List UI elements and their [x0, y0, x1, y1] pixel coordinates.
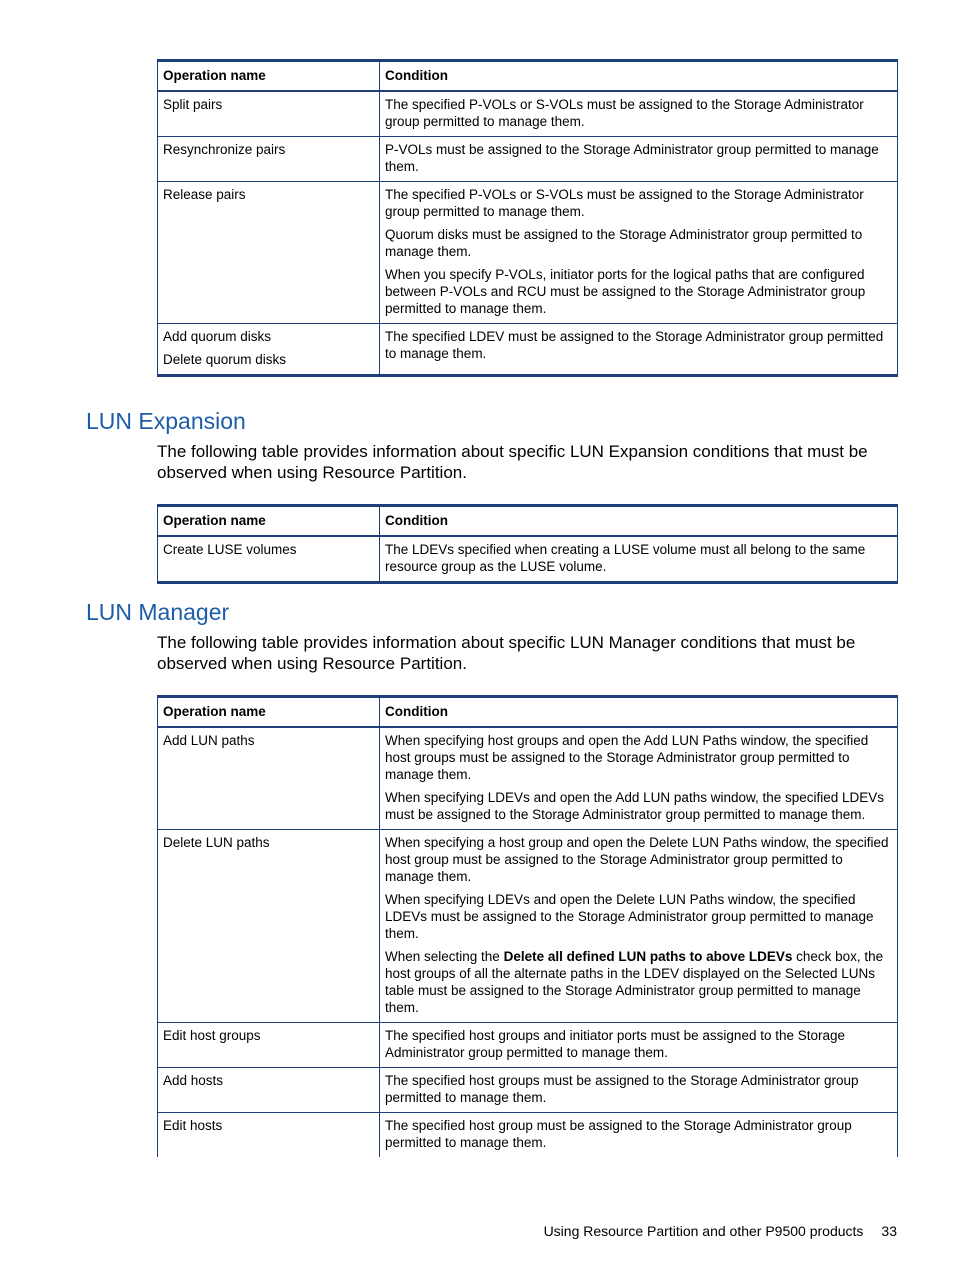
column-header-operation: Operation name: [158, 61, 380, 92]
table-header-row: [158, 61, 898, 92]
table-row: [158, 1068, 898, 1113]
operation-name: Add hosts: [163, 1073, 224, 1088]
condition-cell: [380, 91, 898, 137]
condition-cell: [380, 1113, 898, 1158]
condition-cell: [380, 727, 898, 830]
operation-cell: [158, 182, 380, 324]
operation-name: Delete LUN paths: [163, 835, 270, 850]
condition-text: The specified P-VOLs or S-VOLs must be assigned to the Storage Administrator group permitted to manage them.: [385, 187, 864, 219]
condition-text-suffix: check box, the host groups of all the alternate paths in the LDEV displayed on the Selected LUNs table must be assigned to the Storage Administrator group permitted to manage them.: [385, 949, 884, 1015]
condition-text: When specifying a host group and open the Delete LUN Paths window, the specified host group must be assigned to the Storage Administrator group permitted to manage them.: [385, 835, 889, 884]
operation-cell: [158, 1113, 380, 1158]
operation-name: Add quorum disks: [163, 329, 272, 344]
condition-cell: [380, 1023, 898, 1068]
condition-text: When specifying host groups and open the Add LUN Paths window, the specified host groups must be assigned to the Storage Administrator group permitted to manage them.: [385, 733, 869, 782]
condition-text: The LDEVs specified when creating a LUSE volume must all belong to the same resource group as the LUSE volume.: [385, 542, 866, 574]
condition-text: The specified LDEV must be assigned to the Storage Administrator group permitted to manage them.: [385, 329, 884, 361]
operation-name: Release pairs: [163, 187, 246, 202]
condition-text: The specified host groups and initiator ports must be assigned to the Storage Administrator group permitted to manage them.: [385, 1028, 846, 1060]
page-number: 33: [881, 1223, 897, 1239]
condition-text: The specified P-VOLs or S-VOLs must be assigned to the Storage Administrator group permitted to manage them.: [385, 97, 864, 129]
operations-table: [157, 59, 898, 377]
column-header-condition: Condition: [380, 697, 898, 728]
section-heading-lun-manager: LUN Manager: [86, 599, 230, 625]
table-header-row: [158, 506, 898, 537]
operation-cell: [158, 536, 380, 583]
condition-text: Quorum disks must be assigned to the Storage Administrator group permitted to manage them.: [385, 227, 863, 259]
page-footer: [157, 1223, 897, 1239]
operation-name: Create LUSE volumes: [163, 542, 297, 557]
operation-name: Split pairs: [163, 97, 223, 112]
table-row: [158, 182, 898, 324]
condition-cell: [380, 830, 898, 1023]
operation-name: Edit host groups: [163, 1028, 261, 1043]
condition-text: P-VOLs must be assigned to the Storage Administrator group permitted to manage them.: [385, 142, 879, 174]
condition-text: The specified host groups must be assigned to the Storage Administrator group permitted to manage them.: [385, 1073, 859, 1105]
operation-cell: [158, 1023, 380, 1068]
table-row: [158, 536, 898, 583]
table-row: [158, 137, 898, 182]
table-row: [158, 1023, 898, 1068]
operation-cell: [158, 137, 380, 182]
section-heading-lun-expansion: LUN Expansion: [86, 408, 246, 434]
lun-manager-table: [157, 695, 898, 1157]
column-header-condition: Condition: [380, 506, 898, 537]
column-header-condition: Condition: [380, 61, 898, 92]
condition-cell: [380, 137, 898, 182]
condition-text: When specifying LDEVs and open the Delete LUN Paths window, the specified LDEVs must be assigned to the Storage Administrator group permitted to manage them.: [385, 892, 874, 941]
section-intro-lun-manager: The following table provides information about specific LUN Manager conditions that must be observed when using Resource Partition.: [157, 633, 856, 673]
operation-cell: [158, 830, 380, 1023]
condition-text: The specified host group must be assigned to the Storage Administrator group permitted to manage them.: [385, 1118, 852, 1150]
operation-name: Delete quorum disks: [163, 352, 287, 367]
table-row: [158, 727, 898, 830]
column-header-operation: Operation name: [158, 506, 380, 537]
operation-cell: [158, 727, 380, 830]
condition-cell: [380, 324, 898, 376]
operation-cell: [158, 324, 380, 376]
operation-name: Edit hosts: [163, 1118, 223, 1133]
footer-title: Using Resource Partition and other P9500 products: [543, 1223, 864, 1239]
table-row: [158, 1113, 898, 1158]
operation-name: Add LUN paths: [163, 733, 255, 748]
table-row: [158, 91, 898, 137]
lun-expansion-table: [157, 504, 898, 584]
condition-text-rich: [385, 948, 892, 1016]
condition-cell: [380, 1068, 898, 1113]
table-header-row: [158, 697, 898, 728]
checkbox-option-name: Delete all defined LUN paths to above LDEVs: [503, 949, 793, 964]
section-intro-lun-expansion: The following table provides information about specific LUN Expansion conditions that must be observed when using Resource Partition.: [157, 442, 868, 482]
column-header-operation: Operation name: [158, 697, 380, 728]
operation-name: Resynchronize pairs: [163, 142, 286, 157]
condition-text: When you specify P-VOLs, initiator ports for the logical paths that are configured between P-VOLs and RCU must be assigned to the Storage Administrator group permitted to manage them.: [385, 267, 866, 316]
table-row: [158, 830, 898, 1023]
table-row: [158, 324, 898, 376]
condition-cell: [380, 536, 898, 583]
condition-cell: [380, 182, 898, 324]
condition-text-prefix: When selecting the: [385, 949, 504, 964]
operation-cell: [158, 1068, 380, 1113]
condition-text: When specifying LDEVs and open the Add LUN paths window, the specified LDEVs must be assigned to the Storage Administrator group permitted to manage them.: [385, 790, 885, 822]
operation-cell: [158, 91, 380, 137]
